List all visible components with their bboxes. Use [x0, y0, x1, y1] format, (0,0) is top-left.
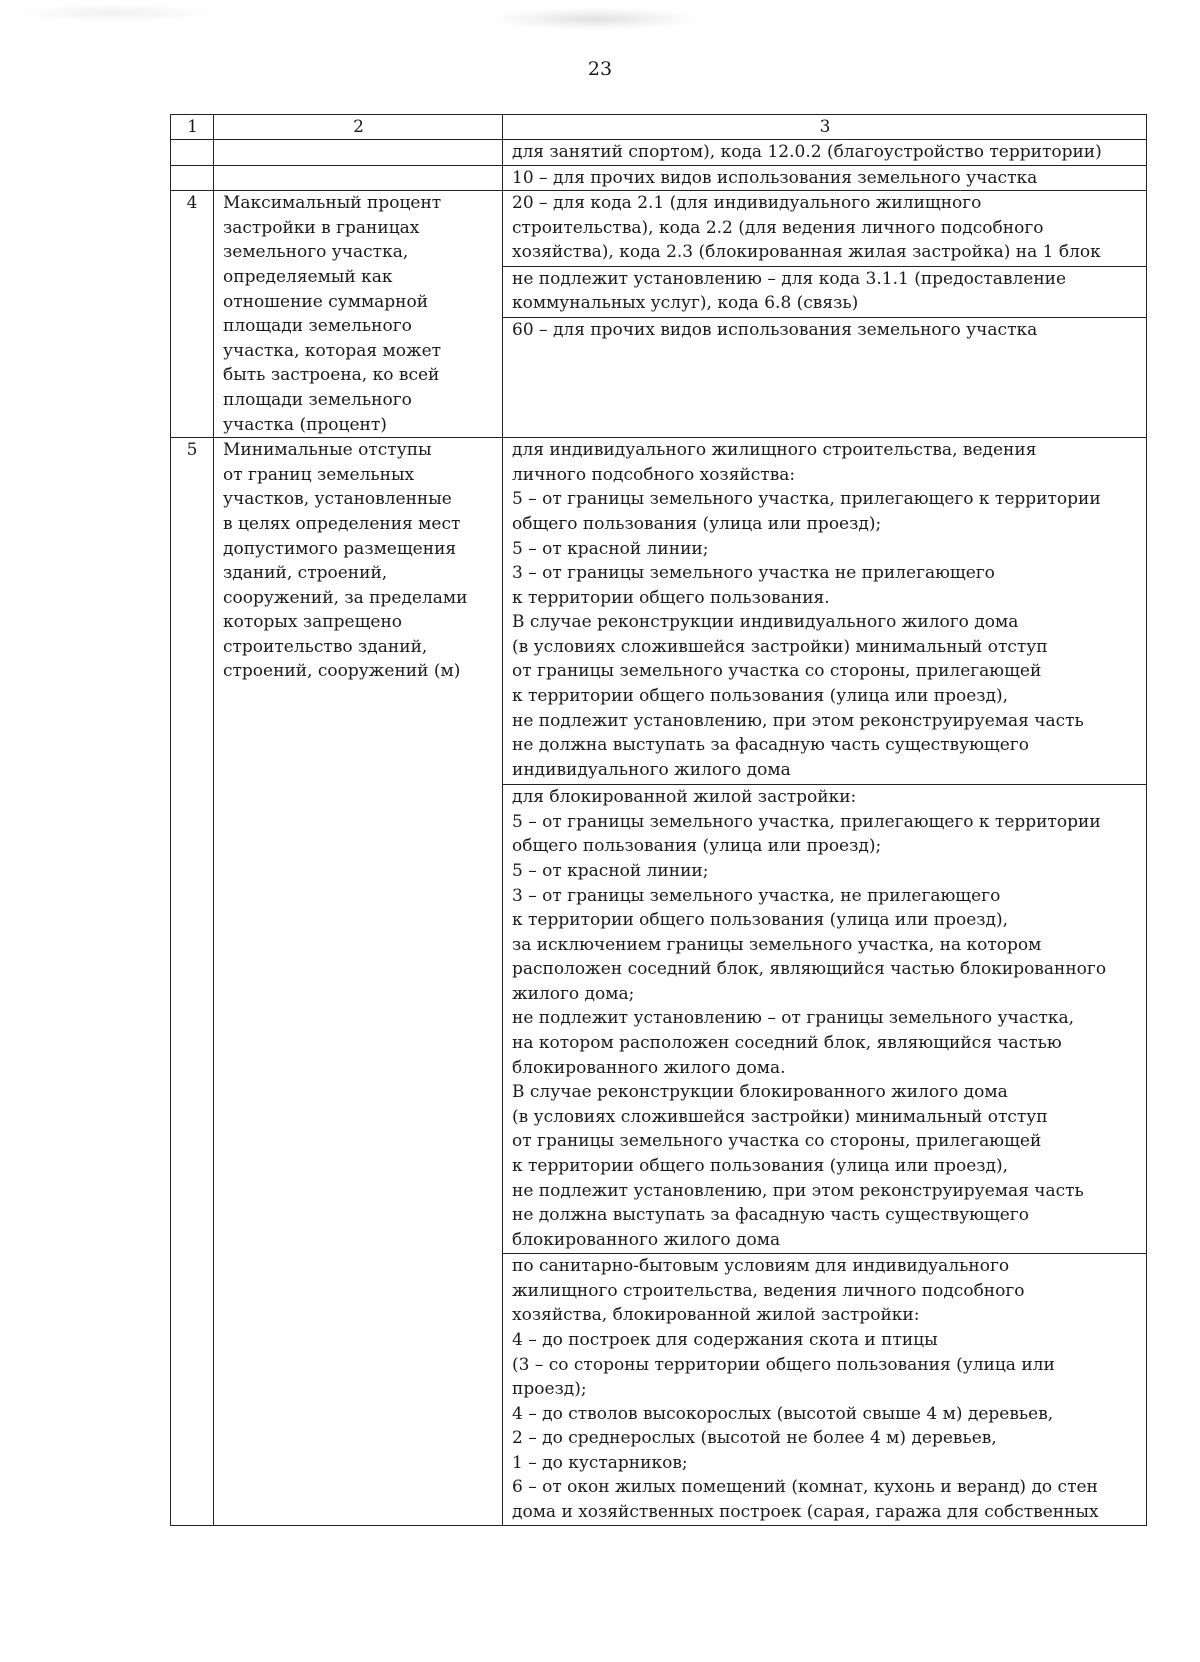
cell-text: для занятий спортом), кода 12.0.2 (благоустройство территории) — [503, 140, 1147, 166]
table-row-4 — [171, 191, 1147, 267]
header-col-2: 2 — [214, 115, 503, 140]
parameter-name: Максимальный процент застройки в границах земельного участка, определяемый как отношение суммарной площади земельного участка, которая может быть застроена, ко всей площади земельного участка (процент) — [214, 191, 503, 438]
parameter-value: для индивидуального жилищного строительства, ведения личного подсобного хозяйства: 5 – от границы земельного участка, прилегающего к территории общего пользования (улица или проезд); 5 – от красной линии; 3 – от границы земельного участка не прилегающего к территории общего пользования. В случае реконструкции индивидуального жилого дома (в условиях сложившейся застройки) минимальный отступ от границы земельного участка со стороны, прилегающей к территории общего пользования (улица или проезд), не подлежит установлению, при этом реконструируемая часть не должна выступать за фасадную часть существующего индивидуального жилого дома — [503, 438, 1147, 785]
parameter-value: 60 – для прочих видов использования земельного участка — [503, 318, 1147, 438]
header-col-3: 3 — [503, 115, 1147, 140]
table-row-continuation-2 — [171, 165, 1147, 191]
parameter-value: для блокированной жилой застройки: 5 – от границы земельного участка, прилегающего к территории общего пользования (улица или проезд); 5 – от красной линии; 3 – от границы земельного участка, не прилегающего к территории общего пользования (улица или проезд), за исключением границы земельного участка, на котором расположен соседний блок, являющийся частью блокированного жилого дома; не подлежит установлению – от границы земельного участка, на котором расположен соседний блок, являющийся частью блокированного жилого дома. В случае реконструкции блокированного жилого дома (в условиях сложившейся застройки) минимальный отступ от границы земельного участка со стороны, прилегающей к территории общего пользования (улица или проезд), не подлежит установлению, при этом реконструируемая часть не должна выступать за фасадную часть существующего блокированного жилого дома — [503, 785, 1147, 1254]
parameter-name: Минимальные отступы от границ земельных участков, установленные в целях определения мест допустимого размещения зданий, строений, сооружений, за пределами которых запрещено строительство зданий, строений, сооружений (м) — [214, 438, 503, 1526]
parameter-value: 20 – для кода 2.1 (для индивидуального жилищного строительства), кода 2.2 (для ведения личного подсобного хозяйства), кода 2.3 (блокированная жилая застройка) на 1 блок — [503, 191, 1147, 267]
page-number: 23 — [587, 58, 613, 80]
header-col-1: 1 — [171, 115, 214, 140]
cell-text: 10 – для прочих видов использования земельного участка — [503, 165, 1147, 191]
table-row-5 — [171, 438, 1147, 785]
regulations-table — [170, 114, 1147, 1526]
table-row-continuation-1 — [171, 140, 1147, 166]
scan-artifact-left — [20, 4, 210, 22]
scan-artifact-top — [490, 8, 700, 30]
row-number: 5 — [171, 438, 214, 1526]
parameter-value: не подлежит установлению – для кода 3.1.1 (предоставление коммунальных услуг), кода 6.8 (связь) — [503, 266, 1147, 317]
parameter-value: по санитарно-бытовым условиям для индивидуального жилищного строительства, ведения личного подсобного хозяйства, блокированной жилой застройки: 4 – до построек для содержания скота и птицы (3 – со стороны территории общего пользования (улица или проезд); 4 – до стволов высокорослых (высотой свыше 4 м) деревьев, 2 – до среднерослых (высотой не более 4 м) деревьев, 1 – до кустарников; 6 – от окон жилых помещений (комнат, кухонь и веранд) до стен дома и хозяйственных построек (сарая, гаража для собственных — [503, 1254, 1147, 1526]
row-number: 4 — [171, 191, 214, 438]
table-header-row — [171, 115, 1147, 140]
